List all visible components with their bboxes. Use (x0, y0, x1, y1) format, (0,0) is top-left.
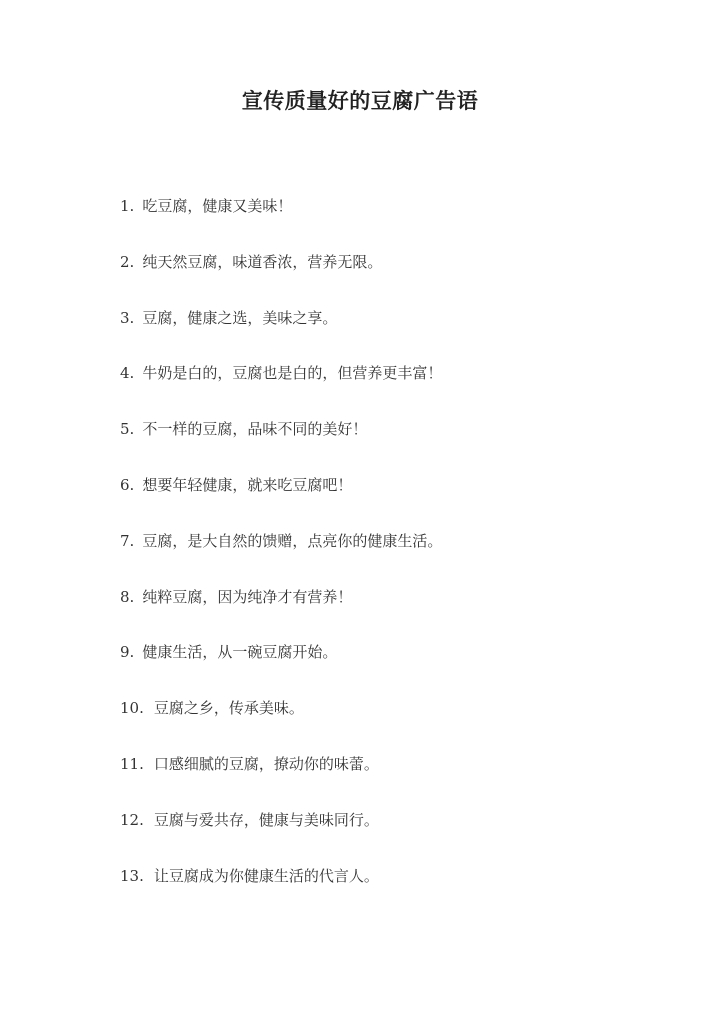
item-number: 5. (120, 420, 135, 439)
slogan-list (120, 193, 640, 918)
item-number: 10. (120, 699, 144, 718)
item-text: 豆腐与爱共存，健康与美味同行。 (153, 810, 379, 829)
item-text: 不一样的豆腐，品味不同的美好！ (142, 420, 368, 439)
item-number: 4. (120, 364, 135, 383)
item-text: 吃豆腐，健康又美味！ (142, 197, 293, 215)
item-number: 8. (120, 587, 135, 606)
item-number: 12. (120, 810, 144, 829)
item-text: 健康生活，从一碗豆腐开始。 (142, 643, 338, 662)
list-item (120, 193, 640, 249)
list-item (120, 751, 640, 807)
list-item (120, 639, 640, 695)
item-text: 纯天然豆腐，味道香浓，营养无限。 (142, 252, 383, 271)
page-title: 宣传质量好的豆腐广告语 (241, 88, 479, 113)
list-item (120, 472, 640, 528)
item-number: 13. (120, 866, 144, 885)
list-item (120, 360, 640, 416)
item-text: 豆腐之乡，传承美味。 (153, 699, 304, 718)
list-item (120, 584, 640, 640)
item-number: 2. (120, 252, 135, 271)
item-number: 7. (120, 531, 135, 550)
item-number: 11. (120, 754, 144, 773)
item-text: 想要年轻健康，就来吃豆腐吧！ (142, 475, 353, 494)
list-item (120, 305, 640, 361)
item-text: 牛奶是白的，豆腐也是白的，但营养更丰富！ (142, 364, 443, 383)
item-number: 6. (120, 475, 135, 494)
item-text: 豆腐，健康之选，美味之享。 (142, 308, 338, 327)
list-item (120, 416, 640, 472)
list-item (120, 807, 640, 863)
item-number: 3. (120, 308, 135, 327)
item-number: 9. (120, 643, 135, 662)
list-item (120, 863, 640, 919)
list-item (120, 249, 640, 305)
list-item (120, 528, 640, 584)
item-text: 让豆腐成为你健康生活的代言人。 (153, 866, 379, 885)
item-text: 纯粹豆腐，因为纯净才有营养！ (142, 587, 353, 606)
item-text: 豆腐，是大自然的馈赠，点亮你的健康生活。 (142, 531, 443, 550)
item-text: 口感细腻的豆腐，撩动你的味蕾。 (153, 754, 379, 773)
item-number: 1. (120, 197, 135, 215)
list-item (120, 695, 640, 751)
